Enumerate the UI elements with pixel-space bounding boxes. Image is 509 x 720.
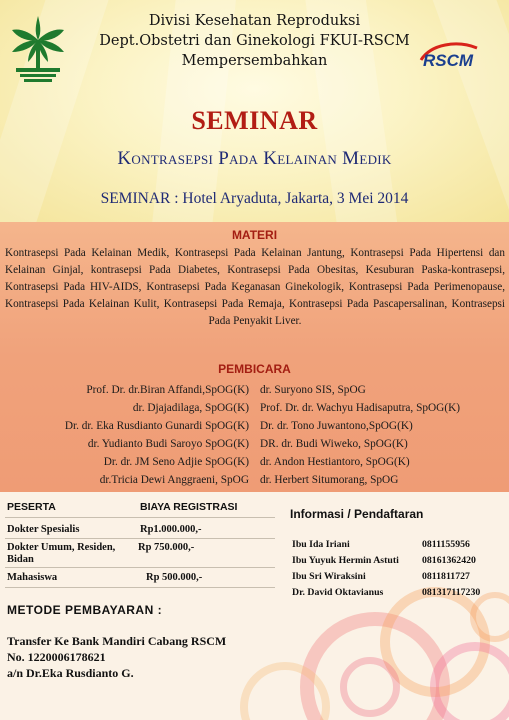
info-heading: Informasi / Pendaftaran [290, 507, 424, 521]
contact-phone: 08161362420 [422, 555, 476, 566]
speaker-name: DR. dr. Budi Wiweko, SpOG(K) [260, 438, 408, 450]
registration-section [0, 492, 509, 720]
header-section [0, 0, 509, 222]
materi-heading: MATERI [231, 228, 278, 242]
contact-phone: 081317117230 [422, 587, 481, 598]
materi-text: Kontrasepsi Pada Kelainan Medik, Kontrasepsi Pada Kelainan Jantung, Kontrasepsi Pada Hipertensi dan Kelainan Ginjal, kontrasepsi Pada Diabetes, Kontrasepsi Pada Obesitas, Kesuburan Paska-kontrasepsi, Kontrasepsi Pada HIV-AIDS, Kontrasepsi Pada Keganasan Ginekologik, Kontrasepsi Pada Perimenopause, Kontrasepsi Pada Kelainan Kulit, Kontrasepsi Pada Remaja, Kontrasepsi Pada Pascapersalinan, Kontrasepsi Pada Penyakit Liver. [5, 247, 505, 327]
speaker-name: Prof. Dr. dr.Biran Affandi,SpOG(K) [86, 384, 249, 396]
table-cell-peserta: Mahasiswa [7, 572, 58, 583]
table-cell-biaya: Rp1.000.000,- [140, 524, 202, 535]
table-cell-peserta: Dokter Umum, Residen, Bidan [7, 542, 116, 565]
table-cell-biaya: Rp 500.000,- [146, 572, 203, 583]
decorative-ring [340, 657, 400, 717]
speaker-name: dr.Tricia Dewi Anggraeni, SpOG [99, 474, 249, 486]
speaker-name: Dr. dr. Eka Rusdianto Gunardi SpOG(K) [64, 420, 249, 432]
table-cell-biaya: Rp 750.000,- [138, 542, 195, 553]
speakers-left-column [65, 381, 249, 489]
speaker-name: dr. Herbert Situmorang, SpOG [260, 474, 399, 486]
contact-phone: 0811811727 [422, 571, 470, 582]
contact-name: Ibu Ida Iriani [292, 539, 350, 550]
payment-bank: Transfer Ke Bank Mandiri Cabang RSCM [7, 634, 227, 648]
speaker-name: dr. Djajadilaga, SpOG(K) [132, 402, 249, 414]
table-divider [5, 517, 275, 518]
payment-account-number: No. 1220006178621 [7, 650, 106, 664]
org-line-presents: Mempersembahkan [181, 53, 328, 69]
payment-account-holder: a/n Dr.Eka Rusdianto G. [7, 666, 134, 680]
contact-name: Dr. David Oktavianus [292, 587, 384, 598]
speaker-name: dr. Andon Hestiantoro, SpOG(K) [260, 456, 410, 468]
speakers-right-column [260, 381, 460, 489]
table-divider [5, 587, 275, 588]
table-divider [5, 567, 275, 568]
table-divider [5, 538, 275, 539]
org-line-division: Divisi Kesehatan Reproduksi [148, 13, 361, 29]
col-header-biaya: BIAYA REGISTRASI [140, 501, 238, 513]
seminar-subtitle: Kontrasepsi Pada Kelainan Medik [117, 148, 392, 169]
seminar-title: SEMINAR [191, 106, 318, 135]
payment-heading: METODE PEMBAYARAN : [7, 603, 163, 617]
speaker-name: Dr. dr. Tono Juwantono,SpOG(K) [260, 420, 413, 432]
contact-name: Ibu Yuyuk Hermin Astuti [292, 555, 399, 566]
pembicara-heading: PEMBICARA [218, 362, 291, 376]
speaker-name: dr. Yudianto Budi Saroyo SpOG(K) [87, 438, 249, 450]
speaker-name: Dr. dr. JM Seno Adjie SpOG(K) [103, 456, 249, 468]
table-cell-peserta: Dokter Spesialis [7, 524, 80, 535]
contact-phone: 0811155956 [422, 539, 470, 550]
col-header-peserta: PESERTA [7, 501, 56, 513]
speaker-name: dr. Suryono SIS, SpOG [260, 384, 366, 396]
org-line-department: Dept.Obstetri dan Ginekologi FKUI-RSCM [99, 33, 410, 49]
materi-pembicara-section [0, 222, 509, 492]
seminar-venue: SEMINAR : Hotel Aryaduta, Jakarta, 3 Mei 2014 [100, 190, 409, 207]
speaker-name: Prof. Dr. dr. Wachyu Hadisaputra, SpOG(K) [260, 402, 460, 414]
rscm-logo-text: RSCM [423, 51, 474, 70]
contact-name: Ibu Sri Wiraksini [292, 571, 366, 582]
